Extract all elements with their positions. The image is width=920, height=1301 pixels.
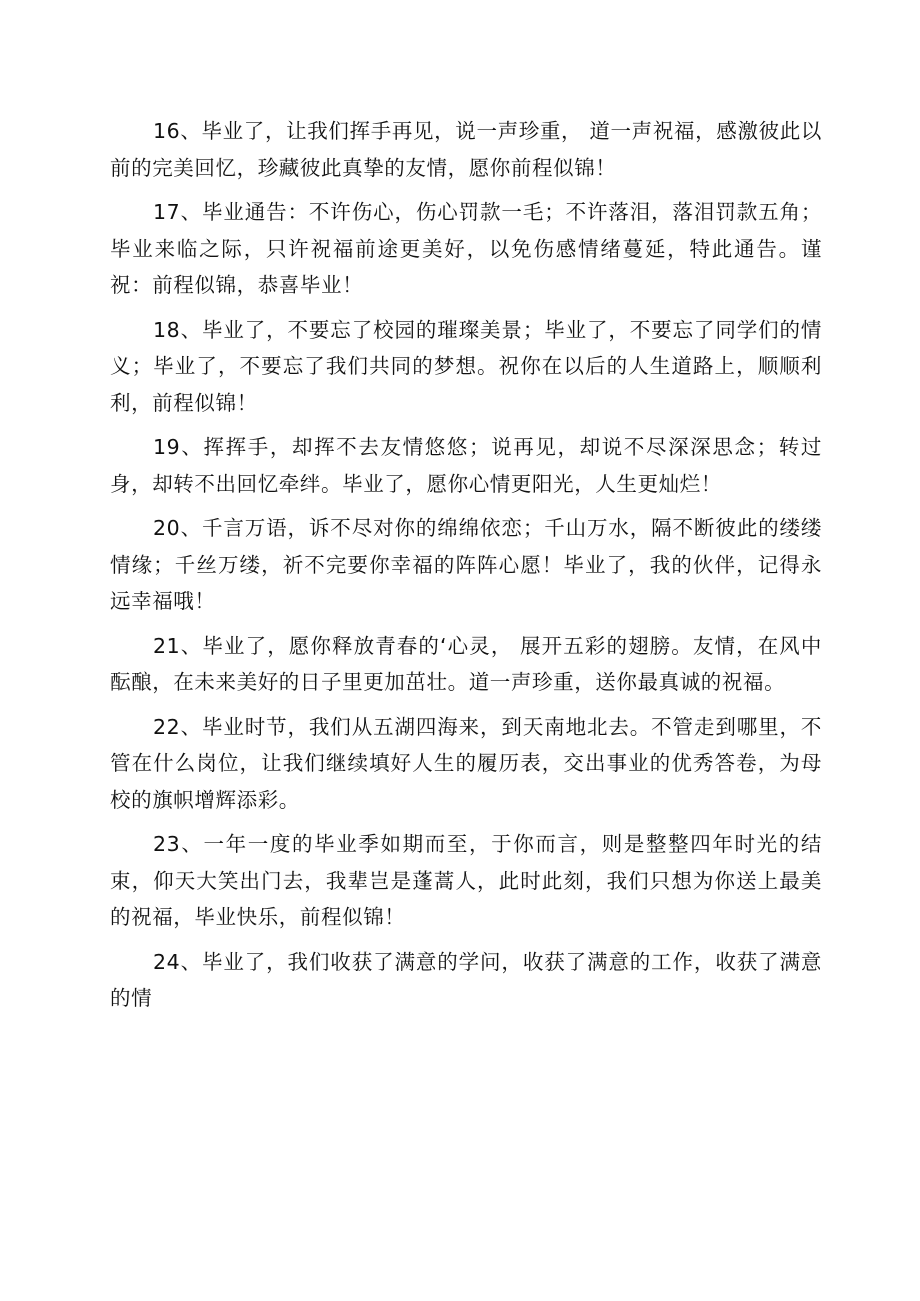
paragraph-24: 24、毕业了，我们收获了满意的学问，收获了满意的工作，收获了满意的情: [110, 949, 822, 1010]
paragraph-22: 22、毕业时节，我们从五湖四海来，到天南地北去。不管走到哪里，不管在什么岗位，让我们继续填好人生的履历表，交出事业的优秀答卷，为母校的旗帜增辉添彩。: [110, 714, 822, 812]
document-body: [110, 113, 822, 1025]
paragraph-23: 23、一年一度的毕业季如期而至，于你而言，则是整整四年时光的结束，仰天大笑出门去，我辈岂是蓬蒿人，此时此刻，我们只想为你送上最美的祝福，毕业快乐，前程似锦！: [110, 832, 822, 929]
paragraph-21: 21、毕业了，愿你释放青春的‘心灵， 展开五彩的翅膀。友情，在风中酝酿，在未来美好的日子里更加茁壮。道一声珍重，送你最真诚的祝福。: [110, 633, 822, 694]
paragraph-18: 18、毕业了，不要忘了校园的璀璨美景；毕业了，不要忘了同学们的情义；毕业了，不要忘了我们共同的梦想。祝你在以后的人生道路上，顺顺利利，前程似锦！: [110, 317, 822, 415]
paragraph-16: 16、毕业了，让我们挥手再见，说一声珍重， 道一声祝福，感激彼此以前的完美回忆，珍藏彼此真挚的友情，愿你前程似锦！: [110, 119, 822, 180]
paragraph-17: 17、毕业通告：不许伤心，伤心罚款一毛；不许落泪，落泪罚款五角；毕业来临之际，只许祝福前途更美好，以免伤感情绪蔓延，特此通告。谨祝：前程似锦，恭喜毕业！: [110, 200, 822, 297]
paragraph-20: 20、千言万语，诉不尽对你的绵绵依恋；千山万水，隔不断彼此的缕缕情缘；千丝万缕，祈不完要你幸福的阵阵心愿！毕业了，我的伙伴，记得永远幸福哦！: [110, 516, 822, 613]
paragraph-19: 19、挥挥手，却挥不去友情悠悠；说再见，却说不尽深深思念；转过身，却转不出回忆牵绊。毕业了，愿你心情更阳光，人生更灿烂！: [110, 435, 822, 496]
